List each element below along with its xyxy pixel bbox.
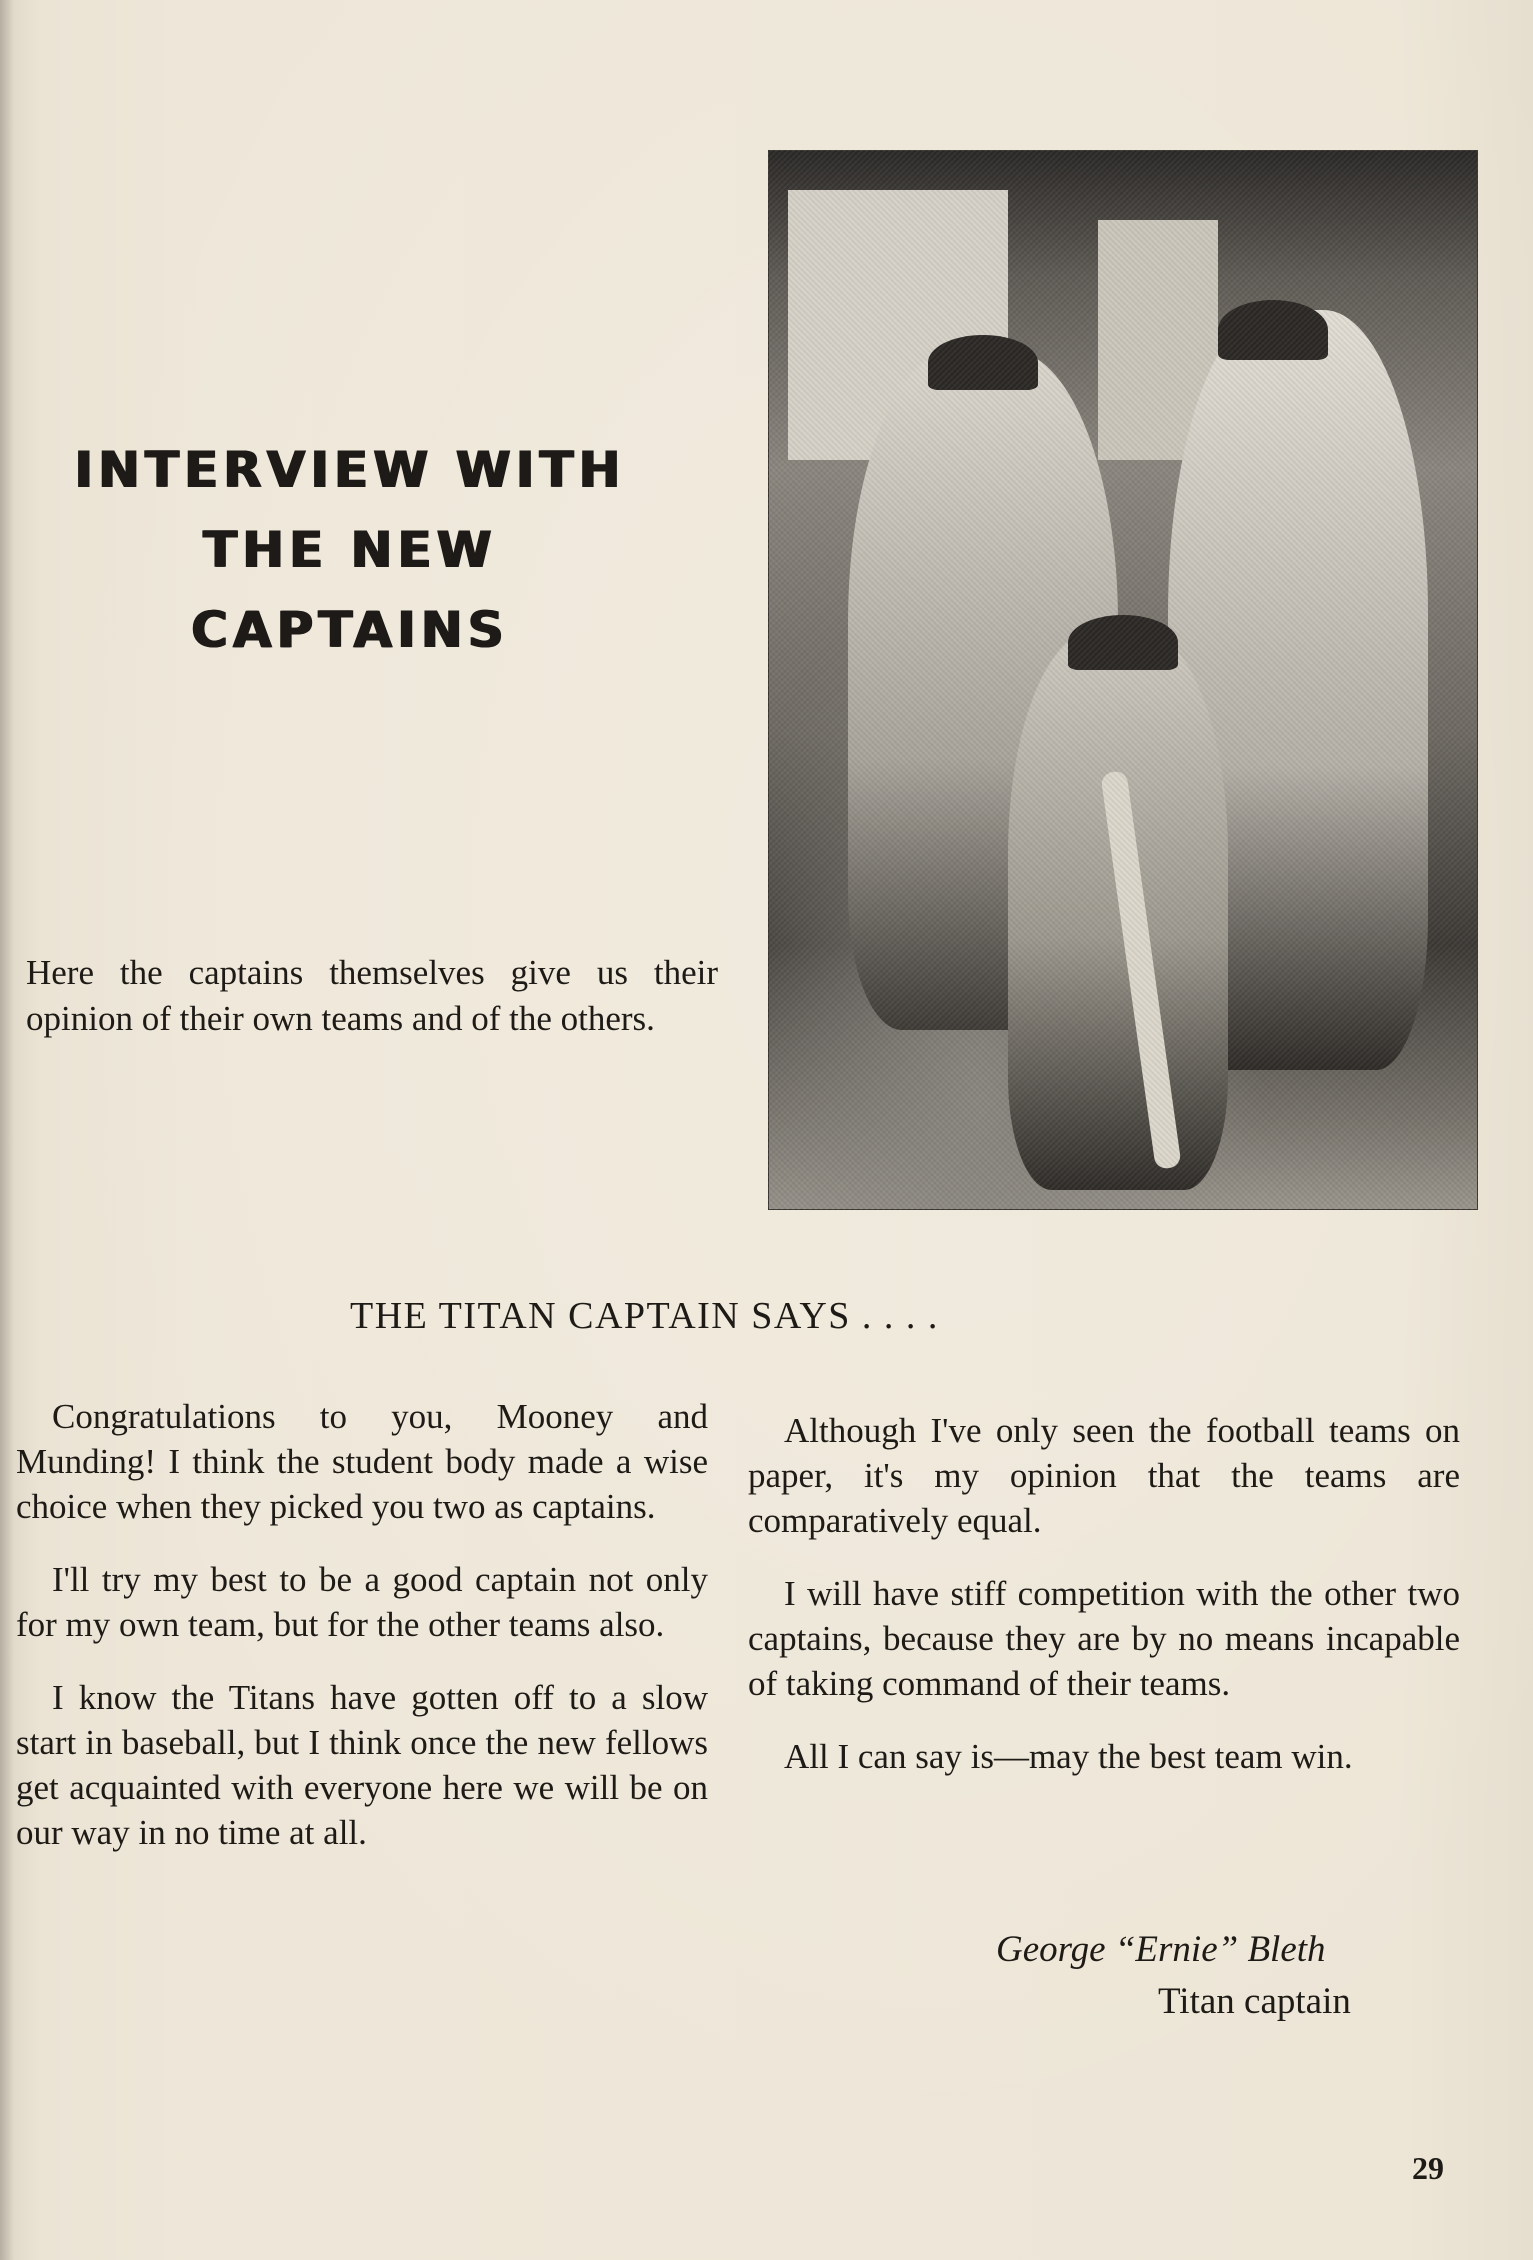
- right-column: [748, 1408, 1460, 1807]
- signature-name: George “Ernie” Bleth: [996, 1929, 1326, 1970]
- right-paragraph-1: Although I've only seen the football teams on paper, it's my opinion that the teams are comparatively equal.: [748, 1411, 1460, 1540]
- page-number: 29: [1412, 2150, 1444, 2186]
- signature-title: Titan captain: [1158, 1981, 1351, 2022]
- left-paragraph-3: I know the Titans have gotten off to a slow start in baseball, but I think once the new fellows get acquainted with everyone here we will be on our way in no time at all.: [16, 1678, 708, 1852]
- left-column: [16, 1394, 708, 1883]
- left-paragraph-1: Congratulations to you, Mooney and Munding! I think the student body made a wise choice when they picked you two as captains.: [16, 1397, 708, 1526]
- captains-photo: [768, 150, 1478, 1210]
- intro-paragraph: Here the captains themselves give us their opinion of their own teams and of the others.: [26, 953, 718, 1038]
- headline-line-2: THE NEW: [203, 521, 497, 579]
- headline: [40, 430, 660, 670]
- headline-line-3: CAPTAINS: [191, 601, 509, 659]
- section-title: THE TITAN CAPTAIN SAYS . . . .: [350, 1295, 939, 1337]
- binding-shadow: [0, 0, 14, 2260]
- right-paragraph-2: I will have stiff competition with the other two captains, because they are by no means incapable of taking command of their teams.: [748, 1574, 1460, 1703]
- right-paragraph-3: All I can say is—may the best team win.: [784, 1737, 1353, 1776]
- left-paragraph-2: I'll try my best to be a good captain not only for my own team, but for the other teams also.: [16, 1560, 708, 1644]
- headline-line-1: INTERVIEW WITH: [74, 441, 626, 499]
- photo-halftone: [768, 150, 1478, 1210]
